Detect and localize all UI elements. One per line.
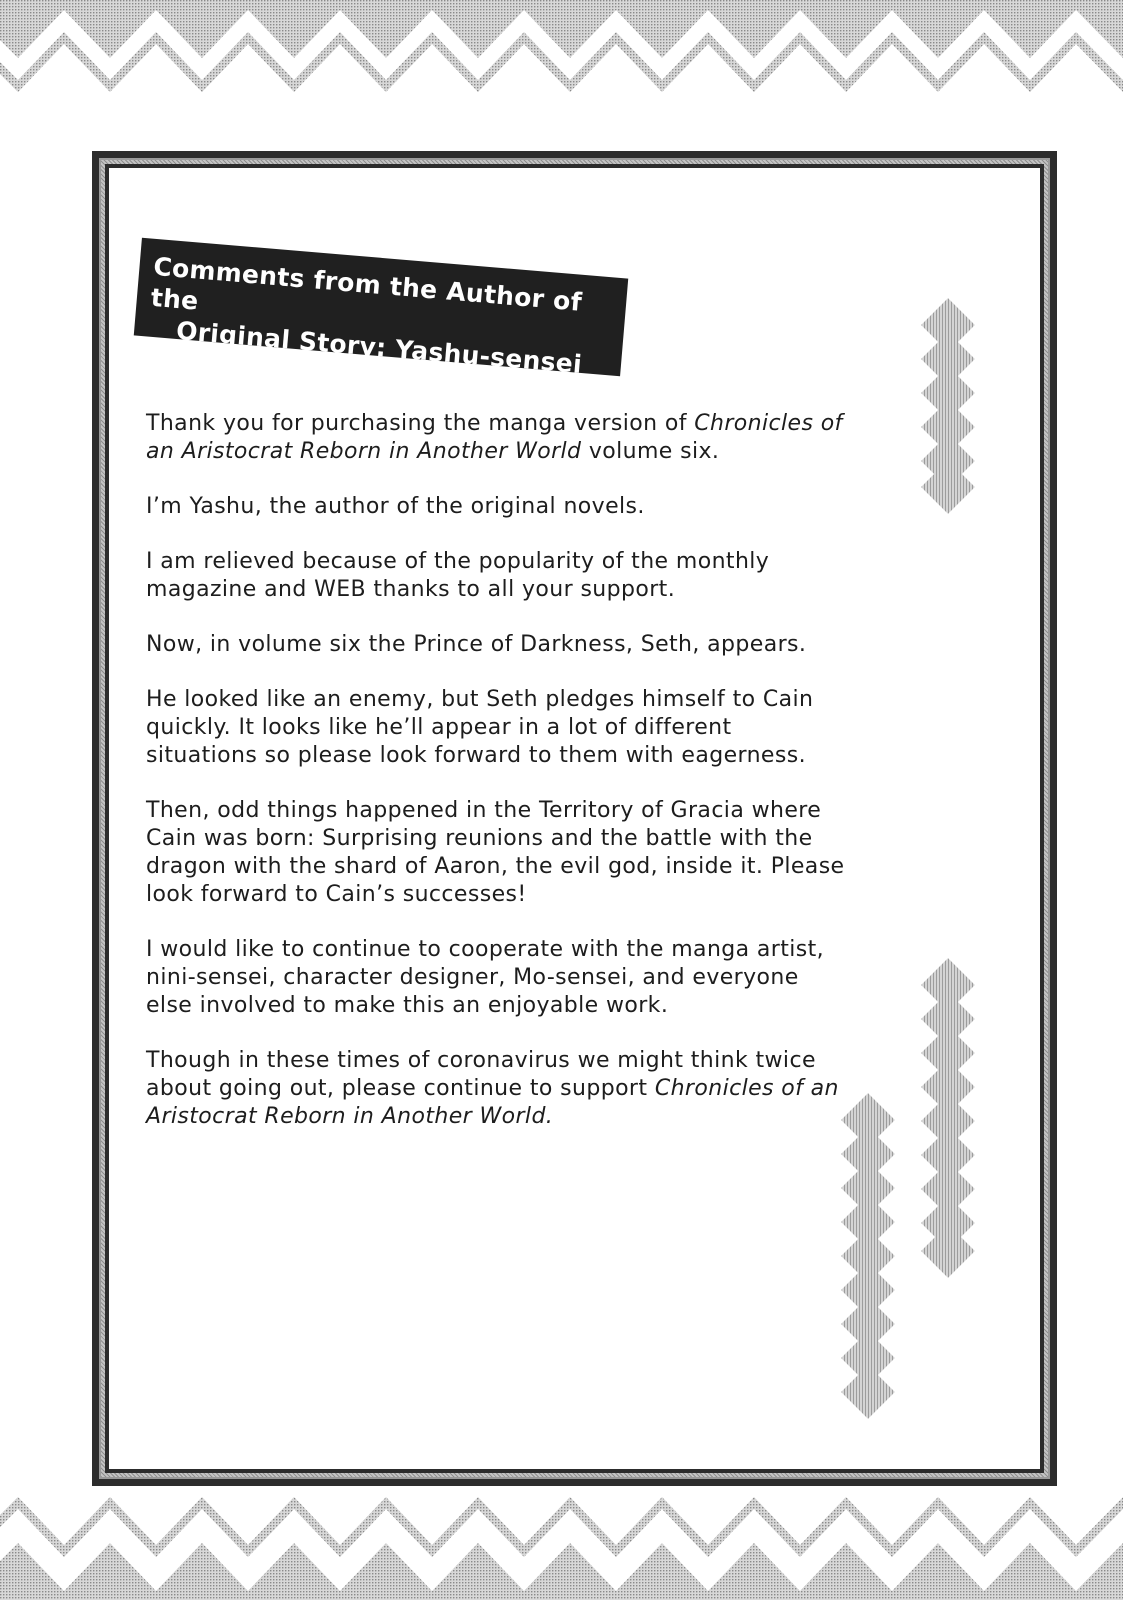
paragraph-4: Now, in volume six the Prince of Darkness, Seth, appears. xyxy=(146,632,807,657)
paragraph-3: I am relieved because of the popularity of the monthly magazine and WEB thanks to all your support. xyxy=(146,549,770,602)
bottom-zigzag-border xyxy=(0,1495,1123,1600)
paragraph-7: I would like to continue to cooperate with the manga artist, nini-sensei, character designer, Mo-sensei, and everyone else involved to make this an enjoyable work. xyxy=(146,937,825,1018)
paragraph-1 xyxy=(146,410,846,466)
title-line-2: Original Story: Yashu-sensei xyxy=(175,316,584,379)
diamond-ornament xyxy=(841,1365,895,1419)
paragraph-8-text: Though in these times of coronavirus we might think twice about going out, please continue to support xyxy=(146,1048,816,1101)
diamond-column-center xyxy=(840,1095,896,1435)
diamond-column-right xyxy=(920,960,976,1285)
author-comments-body xyxy=(146,410,846,1158)
book-title-italic: Chronicles of an Aristocrat Reborn in Another World. xyxy=(146,1076,839,1129)
title-line-1: Comments from the Author of the xyxy=(149,251,584,317)
diamond-ornament xyxy=(921,1224,975,1278)
book-title-italic: Chronicles of an Aristocrat Reborn in Another World xyxy=(146,411,843,464)
top-zigzag-border xyxy=(0,0,1123,95)
diamond-column-upper xyxy=(920,300,976,515)
paragraph-2: I’m Yashu, the author of the original novels. xyxy=(146,494,645,519)
paragraph-6: Then, odd things happened in the Territory of Gracia where Cain was born: Surprising reunions and the battle with the dragon with the shard of Aaron, the evil god, inside it. Please look forward to Cain’s successes! xyxy=(146,798,845,907)
paragraph-1-text: Thank you for purchasing the manga version of xyxy=(146,411,695,436)
paragraph-8 xyxy=(146,1047,846,1131)
paragraph-5: He looked like an enemy, but Seth pledges himself to Cain quickly. It looks like he’ll appear in a lot of different situations so please look forward to them with eagerness. xyxy=(146,687,814,768)
paragraph-1-end: volume six. xyxy=(581,439,720,464)
